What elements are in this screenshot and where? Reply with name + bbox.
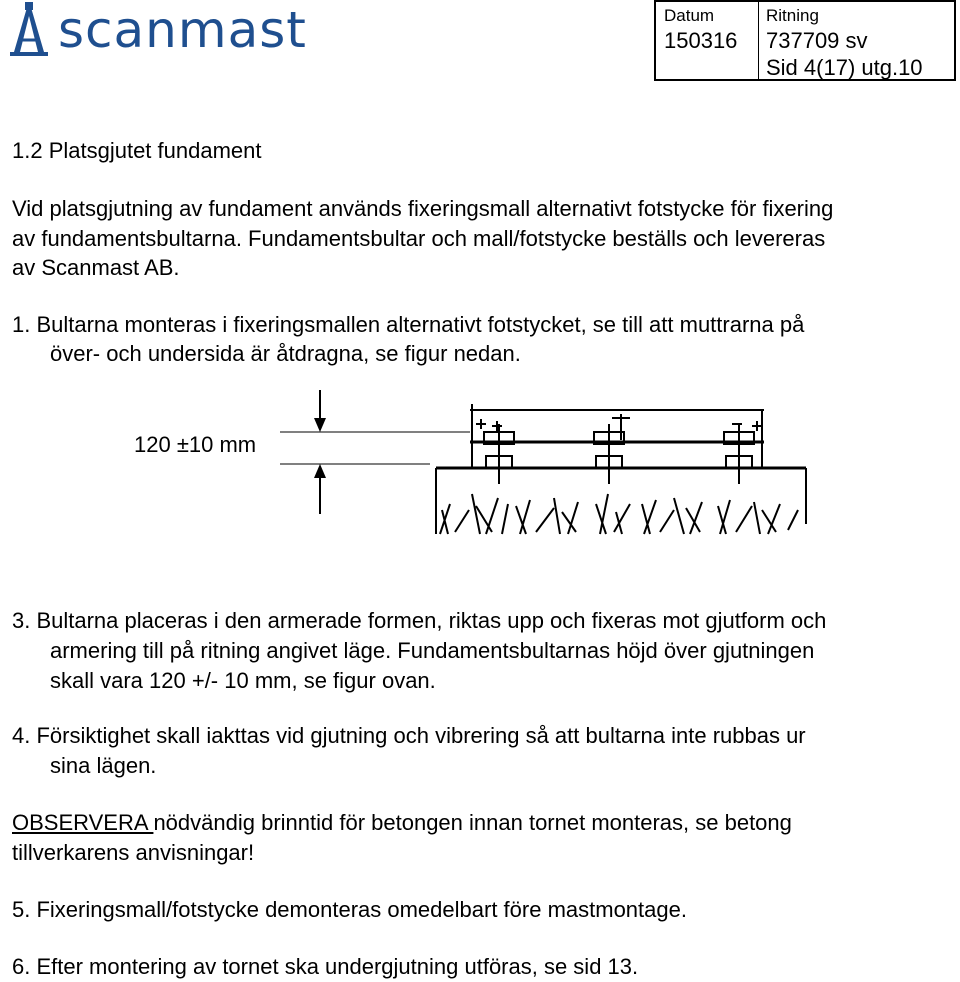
- intro-line-3: av Scanmast AB.: [12, 255, 180, 280]
- step-5: 5. Fixeringsmall/fotstycke demonteras omedelbart före mastmontage.: [12, 897, 687, 922]
- intro-line-2: av fundamentsbultarna. Fundamentsbultar och mall/fotstycke beställs och levereras: [12, 226, 826, 251]
- dimension-label: 120 ±10 mm: [134, 432, 257, 457]
- document-info-table: [654, 0, 956, 81]
- scanmast-logo-icon: [6, 2, 50, 58]
- section-title: 1.2 Platsgjutet fundament: [12, 138, 262, 163]
- step-1-line-1: 1. Bultarna monteras i fixeringsmallen alternativt fotstycket, se till att muttrarna på: [12, 312, 805, 337]
- datum-value: 150316: [664, 28, 738, 53]
- page-info: Sid 4(17) utg.10: [766, 55, 923, 80]
- table-divider: [758, 2, 759, 79]
- step-4-line-1: 4. Försiktighet skall iakttas vid gjutning och vibrering så att bultarna inte rubbas ur: [12, 723, 806, 748]
- brand-logo-text: scanmast: [58, 1, 307, 59]
- ritning-value: 737709 sv: [766, 28, 868, 53]
- observera-line-2: tillverkarens anvisningar!: [12, 840, 255, 865]
- ritning-label: Ritning: [766, 6, 819, 25]
- datum-label: Datum: [664, 6, 715, 25]
- step-3-line-3: skall vara 120 +/- 10 mm, se figur ovan.: [50, 668, 436, 693]
- step-3-line-2: armering till på ritning angivet läge. Fundamentsbultarnas höjd över gjutningen: [50, 638, 815, 663]
- step-1-line-2: över- och undersida är åtdragna, se figur nedan.: [50, 341, 521, 366]
- step-6: 6. Efter montering av tornet ska undergjutning utföras, se sid 13.: [12, 954, 639, 979]
- foundation-bolt-figure: [280, 384, 820, 544]
- intro-line-1: Vid platsgjutning av fundament används fixeringsmall alternativt fotstycke för fixering: [12, 196, 834, 221]
- step-3-line-1: 3. Bultarna placeras i den armerade formen, riktas upp och fixeras mot gjutform och: [12, 608, 827, 633]
- step-4-line-2: sina lägen.: [50, 753, 157, 778]
- observera-line-1: [12, 808, 792, 838]
- observera-label: OBSERVERA: [12, 810, 154, 835]
- observera-text: nödvändig brinntid för betongen innan tornet monteras, se betong: [153, 810, 792, 835]
